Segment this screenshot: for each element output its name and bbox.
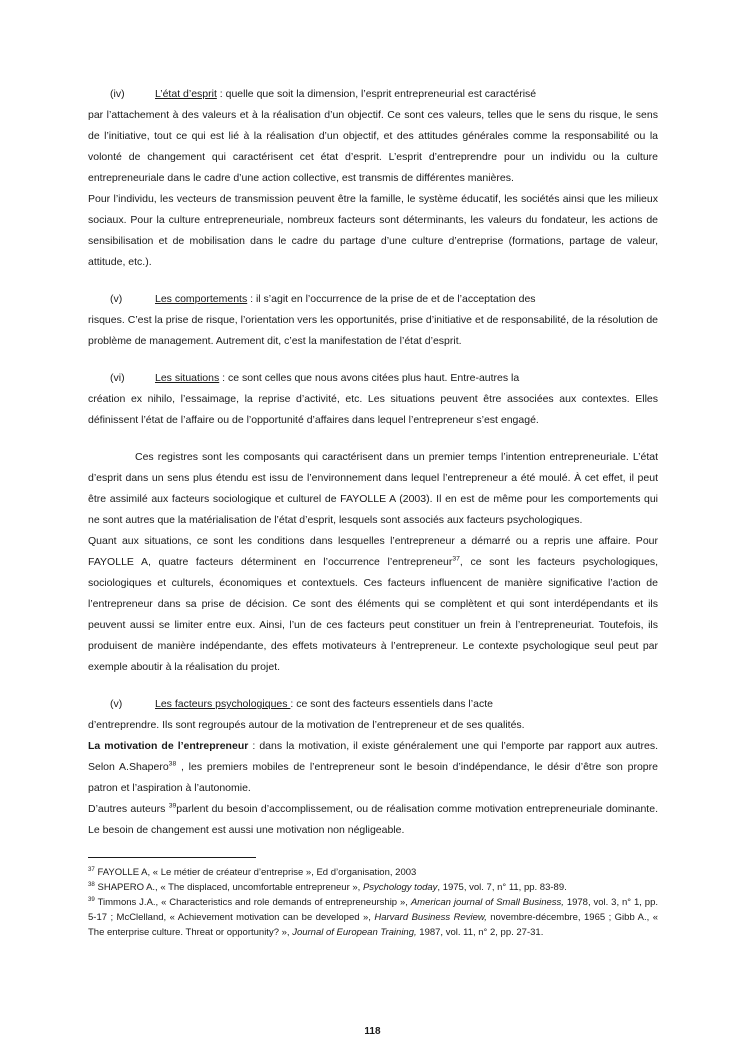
text-run: Quant aux situations, ce sont les conditions dans lesquelles l’entrepreneur a démarré ou a repris une affaire. Pour FAYOLLE A, quatre facteurs déterminent en l’occurrence l’entrepreneur xyxy=(88,535,658,568)
paragraph xyxy=(88,715,658,736)
text-run: 1978, vol. 3, n° 1, pp. 5-17 ; McClelland, « Achievement motivation can be developed », xyxy=(88,897,658,923)
paragraph xyxy=(88,447,658,531)
page-number: 118 xyxy=(364,1026,381,1037)
text-run: , ce sont les facteurs psychologiques, sociologiques et culturels, économiques et contextuels. Ces facteurs influencent de manière significative l’action de l’entrepreneur dans sa prise de décision. Ce sont des éléments qui se complètent et qui sont interdépendants et ils peuvent aussi se limiter entre eux. Ainsi, l’un de ces facteurs peut constituer un frein à l’entrepreneuriat. Toutefois, ils produisent de manière indépendante, des effets motivateurs à l’entrepreneur. Le contexte psychologique seul peut par exemple aboutir à la réalisation du projet. xyxy=(88,556,658,673)
paragraph xyxy=(88,105,658,189)
paragraph xyxy=(88,310,658,352)
list-marker: (iv) xyxy=(110,88,125,100)
footnote-separator xyxy=(88,857,256,858)
footnote-ref: 37 xyxy=(452,555,460,563)
paragraph xyxy=(88,799,658,841)
text-run: Ces registres sont les composants qui caractérisent dans un premier temps l’intention entrepreneuriale. L’état d’esprit dans un sens plus étendu est issu de l’environnement dans lequel l’entrepreneur a été moulé. À cet effet, il peut être assimilé aux facteurs sociologique et culturel de FAYOLLE A (2003). Il en est de même pour les comportements qui ne sont autres que la matérialisation de l’état d’esprit, lesquels sont associés aux facteurs psychologiques. xyxy=(88,451,658,526)
list-item-paragraph xyxy=(88,694,658,715)
text-run: : ce sont celles que nous avons citées plus haut. Entre-autres la xyxy=(219,372,520,384)
list-item-paragraph xyxy=(88,368,658,389)
text-run: Pour l’individu, les vecteurs de transmission peuvent être la famille, le système éducatif, les sociétés ainsi que les milieux sociaux. Pour la culture entrepreneuriale, nombreux facteurs sont déterminants, les valeurs du fondateur, les actions de sensibilisation et de mobilisation dans le cadre du partage d’une culture d’entreprise (formations, partage de valeur, attitude, etc.). xyxy=(88,193,658,268)
text-run: Psychology today xyxy=(362,882,438,893)
text-run: D’autres auteurs xyxy=(88,803,169,815)
paragraph xyxy=(88,531,658,678)
text-run: La motivation de l’entrepreneur xyxy=(88,740,249,752)
list-marker: (v) xyxy=(110,698,123,710)
footnotes-section xyxy=(88,857,658,940)
text-run: Harvard Business Review, xyxy=(374,912,487,923)
footnote-list xyxy=(88,865,658,940)
text-run: d’entreprendre. Ils sont regroupés autour de la motivation de l’entrepreneur et de ses qualités. xyxy=(88,719,525,731)
text-run: Timmons J.A., « Characteristics and role demands of entrepreneurship », xyxy=(94,897,411,908)
footnote xyxy=(88,865,658,880)
footnote xyxy=(88,880,658,895)
list-marker: (v) xyxy=(110,293,123,305)
footnote-ref: 37 xyxy=(88,865,95,873)
paragraph xyxy=(88,189,658,273)
text-run: American journal of Small Business, xyxy=(410,897,564,908)
text-run: parlent du besoin d’accomplissement, ou de réalisation comme motivation entrepreneuriale dominante. Le besoin de changement est aussi une motivation non négligeable. xyxy=(88,803,658,836)
footnote-ref: 38 xyxy=(168,760,177,768)
list-item-paragraph xyxy=(88,84,658,105)
text-run: L’état d’esprit xyxy=(155,88,217,100)
footnote-ref: 38 xyxy=(88,880,95,888)
text-run: : ce sont des facteurs essentiels dans l’acte xyxy=(290,698,493,710)
text-run: , les premiers mobiles de l’entrepreneur sont le besoin d’indépendance, le désir d’être son propre patron et l’aspiration à l’autonomie. xyxy=(88,761,658,794)
text-run: Les comportements xyxy=(155,293,248,305)
document-main xyxy=(88,84,658,940)
text-run: : il s’agit en l’occurrence de la prise de et de l’acceptation des xyxy=(247,293,536,305)
document-body xyxy=(88,84,658,841)
paragraph xyxy=(88,389,658,431)
text-run: Les facteurs psychologiques xyxy=(155,698,291,710)
text-run: FAYOLLE A, « Le métier de créateur d’entreprise », Ed d’organisation, 2003 xyxy=(94,867,417,878)
text-run: par l’attachement à des valeurs et à la réalisation d’un objectif. Ce sont ces valeurs, telles que le sens du risque, le sens de l’initiative, tout ce qui est lié à la réalisation d’un objectif, et des attitudes générales comme la responsabilité ou la volonté de changement qui caractérisent cet état d’esprit. L’esprit d’entreprendre pour un individu ou la culture entrepreneuriale dans le cadre d’une action collective, est transmis de différentes manières. xyxy=(88,109,658,184)
text-run: Journal of European Training, xyxy=(292,927,417,938)
list-item-paragraph xyxy=(88,289,658,310)
text-run: risques. C’est la prise de risque, l’orientation vers les opportunités, prise d’initiative et de responsabilité, de la résolution de problème de management. Autrement dit, c’est la manifestation de l’état d’esprit. xyxy=(88,314,658,347)
text-run: Les situations xyxy=(155,372,220,384)
paragraph xyxy=(88,736,658,799)
text-run: novembre-décembre, 1965 ; Gibb A., « The enterprise culture. Threat or opportunity? », xyxy=(88,912,658,938)
text-run: SHAPERO A., « The displaced, uncomfortable entrepreneur », xyxy=(94,882,363,893)
text-run: création ex nihilo, l’essaimage, la reprise d’activité, etc. Les situations peuvent être associées aux contextes. Elles définissent l’état de l’affaire ou de l’opportunité d’affaires dans lequel l’entrepreneur s’est engagé. xyxy=(88,393,658,426)
footnote-ref: 39 xyxy=(168,802,177,810)
text-run: : quelle que soit la dimension, l’esprit entrepreneurial est caractérisé xyxy=(216,88,537,100)
footnote xyxy=(88,895,658,940)
text-run: 1987, vol. 11, n° 2, pp. 27-31. xyxy=(416,927,544,938)
text-run: : dans la motivation, il existe généralement une qui l’emporte par rapport aux autres. Selon A.Shapero xyxy=(88,740,659,773)
footnote-ref: 39 xyxy=(88,895,95,903)
text-run: , 1975, vol. 7, n° 11, pp. 83-89. xyxy=(437,882,567,893)
list-marker: (vi) xyxy=(110,372,125,384)
